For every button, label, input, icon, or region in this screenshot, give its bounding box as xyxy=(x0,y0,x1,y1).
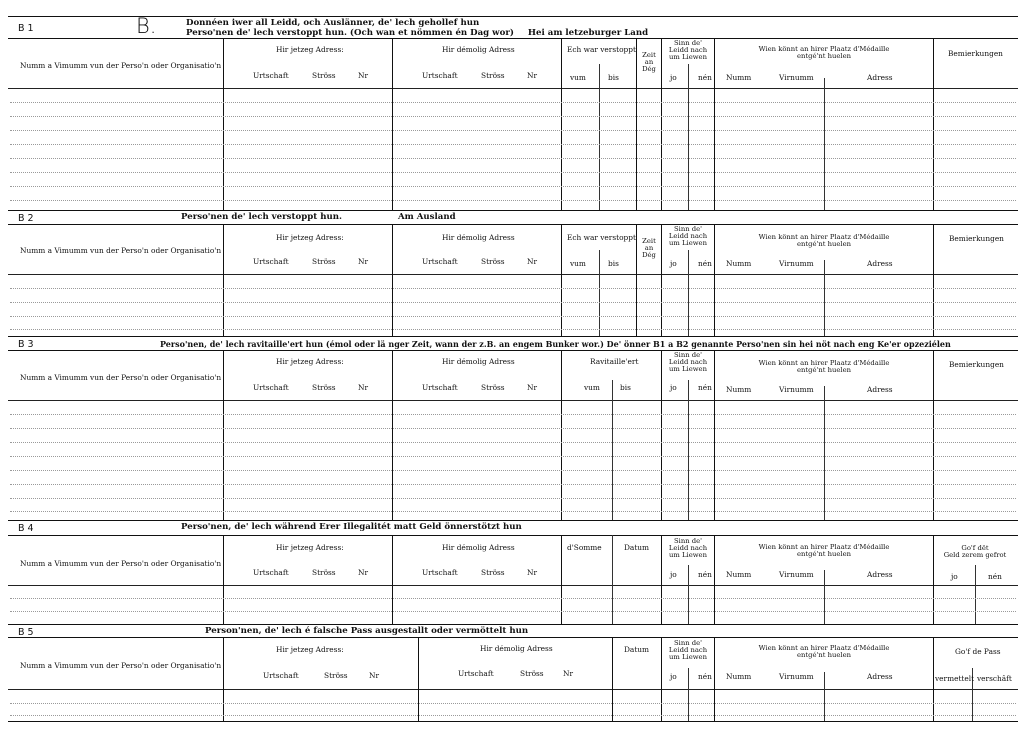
col-first-name: Numm xyxy=(726,570,752,579)
section-top-rule xyxy=(8,38,1018,39)
col-former-address: Hir démolig Adress xyxy=(442,357,515,366)
col-name: Numm a Vimumm vun der Perso'n oder Organisatio'n xyxy=(20,373,222,382)
col-alive: Sinn de' Leidd nach um Liewen xyxy=(668,39,708,62)
col-surname: Virnumm xyxy=(779,259,814,268)
entry-line xyxy=(10,316,1016,317)
column-divider xyxy=(392,350,393,520)
col-no: nén xyxy=(698,570,712,579)
column-divider xyxy=(223,637,224,721)
col-town: Urtschaft xyxy=(253,71,289,80)
col-alive: Sinn de' Leidd nach um Liewen xyxy=(668,639,708,662)
entry-line xyxy=(10,130,1016,131)
col-time: Zeit an Dég xyxy=(642,237,656,260)
entry-line xyxy=(10,302,1016,303)
col-remarks: Bemierkungen xyxy=(949,234,1004,243)
column-divider xyxy=(636,224,637,336)
section-code: B 4 xyxy=(18,523,34,534)
section-subtitle: Am Ausland xyxy=(398,212,456,222)
entry-line xyxy=(10,611,1016,612)
col-yes: jo xyxy=(670,73,677,82)
col-to: bis xyxy=(608,73,619,82)
col-surname: Virnumm xyxy=(779,570,814,579)
col-nr: Nr xyxy=(563,669,573,678)
column-divider xyxy=(561,224,562,336)
col-town: Urtschaft xyxy=(422,568,458,577)
col-nr: Nr xyxy=(527,383,537,392)
section-code: B 2 xyxy=(18,213,34,224)
entry-line xyxy=(10,498,1016,499)
top-rule xyxy=(8,16,1018,17)
section-title: Perso'nen de' lech verstoppt hun. (Och wan et nömmen én Dag wor) Hei am letzeburger Land xyxy=(186,28,649,38)
col-street: Ströss xyxy=(312,257,336,266)
row-rule xyxy=(8,224,1018,225)
col-current-address: Hir jetzeg Adress: xyxy=(276,543,344,552)
section-code: B 3 xyxy=(18,339,34,350)
col-name: Numm a Vimumm vun der Perso'n oder Organisatio'n xyxy=(20,559,222,568)
col-street: Ströss xyxy=(324,671,348,680)
entry-line xyxy=(10,715,1016,716)
column-divider xyxy=(612,380,613,520)
col-current-address: Hir jetzeg Adress: xyxy=(276,233,344,242)
col-street: Ströss xyxy=(481,257,505,266)
row-rule xyxy=(8,624,1018,625)
col-street: Ströss xyxy=(481,383,505,392)
column-divider xyxy=(688,380,689,520)
col-hid: Ech war verstoppt xyxy=(567,233,636,242)
col-town: Urtschaft xyxy=(422,71,458,80)
row-rule xyxy=(8,585,1018,586)
column-divider xyxy=(661,637,662,721)
column-divider xyxy=(599,64,600,210)
col-date: Datum xyxy=(624,645,650,654)
column-divider xyxy=(714,350,715,520)
col-street: Ströss xyxy=(312,71,336,80)
column-divider xyxy=(933,38,934,210)
col-supplied: Ravitaille'ert xyxy=(590,357,639,366)
col-address: Adress xyxy=(867,570,893,579)
col-first-name: Numm xyxy=(726,259,752,268)
column-divider xyxy=(392,38,393,210)
col-nr: Nr xyxy=(358,257,368,266)
col-address: Adress xyxy=(867,672,893,681)
entry-line xyxy=(10,511,1016,512)
column-divider xyxy=(612,637,613,721)
section-title: Perso'nen, de' lech während Erer Illegalitét matt Geld önnerstötzt hun xyxy=(181,522,522,532)
col-to: bis xyxy=(620,383,631,392)
column-divider xyxy=(688,565,689,624)
column-divider xyxy=(661,38,662,210)
col-current-address: Hir jetzeg Adress: xyxy=(276,45,344,54)
column-divider xyxy=(824,570,825,624)
col-town: Urtschaft xyxy=(253,383,289,392)
column-divider xyxy=(688,668,689,721)
column-divider xyxy=(418,637,419,721)
col-former-address: Hir démolig Adress xyxy=(442,45,515,54)
entry-line xyxy=(10,102,1016,103)
column-divider xyxy=(824,672,825,721)
entry-line xyxy=(10,144,1016,145)
col-first-name: Numm xyxy=(726,672,752,681)
col-first-name: Numm xyxy=(726,73,752,82)
col-no: nén xyxy=(698,672,712,681)
col-nr: Nr xyxy=(369,671,379,680)
col-town: Urtschaft xyxy=(422,257,458,266)
col-yes: jo xyxy=(670,672,677,681)
col-town: Urtschaft xyxy=(422,383,458,392)
col-address: Adress xyxy=(867,73,893,82)
row-rule xyxy=(8,689,1018,690)
col-medal: Wien könnt an hirer Plaatz d'Médaille entgé'nt huelen xyxy=(758,45,890,61)
col-current-address: Hir jetzeg Adress: xyxy=(276,357,344,366)
col-former-address: Hir démolig Adress xyxy=(442,233,515,242)
col-nr: Nr xyxy=(358,383,368,392)
column-divider xyxy=(223,38,224,210)
col-street: Ströss xyxy=(520,669,544,678)
row-rule xyxy=(8,336,1018,337)
entry-line xyxy=(10,200,1016,201)
col-remarks: Bemierkungen xyxy=(949,360,1004,369)
entry-line xyxy=(10,598,1016,599)
col-alive: Sinn de' Leidd nach um Liewen xyxy=(668,351,708,374)
col-medal: Wien könnt an hirer Plaatz d'Médaille entgé'nt huelen xyxy=(758,543,890,559)
col-passport: Go'f de Pass xyxy=(955,647,1001,656)
col-town: Urtschaft xyxy=(458,669,494,678)
form-letter: B. xyxy=(136,14,157,38)
column-divider xyxy=(661,224,662,336)
col-medal: Wien könnt an hirer Plaatz d'Médaille entgé'nt huelen xyxy=(758,644,890,660)
column-divider xyxy=(688,64,689,210)
entry-line xyxy=(10,456,1016,457)
header-bottom-rule xyxy=(8,88,1018,89)
col-from: vum xyxy=(570,73,586,82)
entry-line xyxy=(10,484,1016,485)
row-rule xyxy=(8,520,1018,521)
row-rule xyxy=(8,274,1018,275)
column-divider xyxy=(661,350,662,520)
row-rule xyxy=(8,721,1018,722)
entry-line xyxy=(10,116,1016,117)
col-medal: Wien könnt an hirer Plaatz d'Médaille entgé'nt huelen xyxy=(758,233,890,249)
col-street: Ströss xyxy=(481,71,505,80)
col-nr: Nr xyxy=(358,568,368,577)
col-no: nén xyxy=(698,259,712,268)
col-yes: jo xyxy=(670,383,677,392)
col-nr: Nr xyxy=(527,71,537,80)
col-former-address: Hir démolig Adress xyxy=(442,543,515,552)
entry-line xyxy=(10,428,1016,429)
entry-line xyxy=(10,158,1016,159)
entry-line xyxy=(10,414,1016,415)
col-date: Datum xyxy=(624,543,650,552)
column-divider xyxy=(824,260,825,336)
col-name: Numm a Vimumm vun der Perso'n oder Organisatio'n xyxy=(20,661,222,670)
col-current-address: Hir jetzeg Adress: xyxy=(276,645,344,654)
col-first-name: Numm xyxy=(726,385,752,394)
col-address: Adress xyxy=(867,385,893,394)
section-title: Perso'nen de' lech verstoppt hun. xyxy=(181,212,342,222)
form-heading: Donnéen iwer all Leidd, och Auslänner, de' lech gehollef hun xyxy=(186,18,480,28)
col-remarks: Bemierkungen xyxy=(948,49,1003,58)
col-town: Urtschaft xyxy=(253,568,289,577)
col-issued: vermettelt xyxy=(935,674,975,683)
col-no: nén xyxy=(988,572,1002,581)
col-street: Ströss xyxy=(312,568,336,577)
col-address: Adress xyxy=(867,259,893,268)
col-to: bis xyxy=(608,259,619,268)
col-alive: Sinn de' Leidd nach um Liewen xyxy=(668,537,708,560)
entry-line xyxy=(10,470,1016,471)
col-nr: Nr xyxy=(527,257,537,266)
column-divider xyxy=(933,350,934,520)
column-divider xyxy=(561,350,562,520)
column-divider xyxy=(392,224,393,336)
column-divider xyxy=(933,637,934,721)
row-rule xyxy=(8,400,1018,401)
col-street: Ströss xyxy=(312,383,336,392)
column-divider xyxy=(714,38,715,210)
col-name: Numm a Vimumm vun der Perso'n oder Organisatio'n xyxy=(20,246,222,255)
col-town: Urtschaft xyxy=(253,257,289,266)
entry-line xyxy=(10,329,1016,330)
col-nr: Nr xyxy=(527,568,537,577)
col-hid: Ech war verstoppt xyxy=(567,45,636,54)
col-from: vum xyxy=(584,383,600,392)
col-yes: jo xyxy=(951,572,958,581)
column-divider xyxy=(636,38,637,210)
entry-line xyxy=(10,186,1016,187)
col-name: Numm a Vimumm vun der Perso'n oder Organisatio'n xyxy=(20,61,222,70)
section-title: Person'nen, de' lech é falsche Pass ausgestallt oder vermöttelt hun xyxy=(205,626,529,636)
col-money-returned: Go'f dët Geld zerem gefrot xyxy=(943,544,1007,560)
column-divider xyxy=(223,224,224,336)
col-time: Zeit an Dég xyxy=(642,51,656,74)
column-divider xyxy=(933,224,934,336)
row-rule xyxy=(8,350,1018,351)
col-surname: Virnumm xyxy=(779,672,814,681)
col-street: Ströss xyxy=(481,568,505,577)
col-yes: jo xyxy=(670,259,677,268)
section-code: B 5 xyxy=(18,627,34,638)
entry-line xyxy=(10,703,1016,704)
col-obtained: verschâft xyxy=(977,674,1012,683)
col-no: nén xyxy=(698,73,712,82)
col-surname: Virnumm xyxy=(779,73,814,82)
column-divider xyxy=(688,250,689,336)
entry-line xyxy=(10,172,1016,173)
col-yes: jo xyxy=(670,570,677,579)
col-sum: d'Somme xyxy=(567,543,602,552)
section-bottom-rule xyxy=(8,210,1018,211)
col-former-address: Hir démolig Adress xyxy=(480,644,553,653)
col-alive: Sinn de' Leidd nach um Liewen xyxy=(668,225,708,248)
col-town: Urtschaft xyxy=(263,671,299,680)
entry-line xyxy=(10,288,1016,289)
col-surname: Virnumm xyxy=(779,385,814,394)
column-divider xyxy=(223,350,224,520)
col-no: nén xyxy=(698,383,712,392)
section-code: B 1 xyxy=(18,23,34,34)
column-divider xyxy=(599,250,600,336)
col-medal: Wien könnt an hirer Plaatz d'Médaille entgé'nt huelen xyxy=(758,359,890,375)
column-divider xyxy=(975,565,976,624)
entry-line xyxy=(10,442,1016,443)
section-title: Perso'nen, de' lech ravitaille'ert hun (émol oder lä nger Zeit, wann der z.B. an engem Bunker wor.) De' önner B1 a B2 genannte Perso'nen sin hei nöt nach eng Ke'er opzeziélen xyxy=(160,339,951,349)
row-rule xyxy=(8,535,1018,536)
col-nr: Nr xyxy=(358,71,368,80)
column-divider xyxy=(561,38,562,210)
column-divider xyxy=(824,386,825,520)
col-from: vum xyxy=(570,259,586,268)
row-rule xyxy=(8,637,1018,638)
